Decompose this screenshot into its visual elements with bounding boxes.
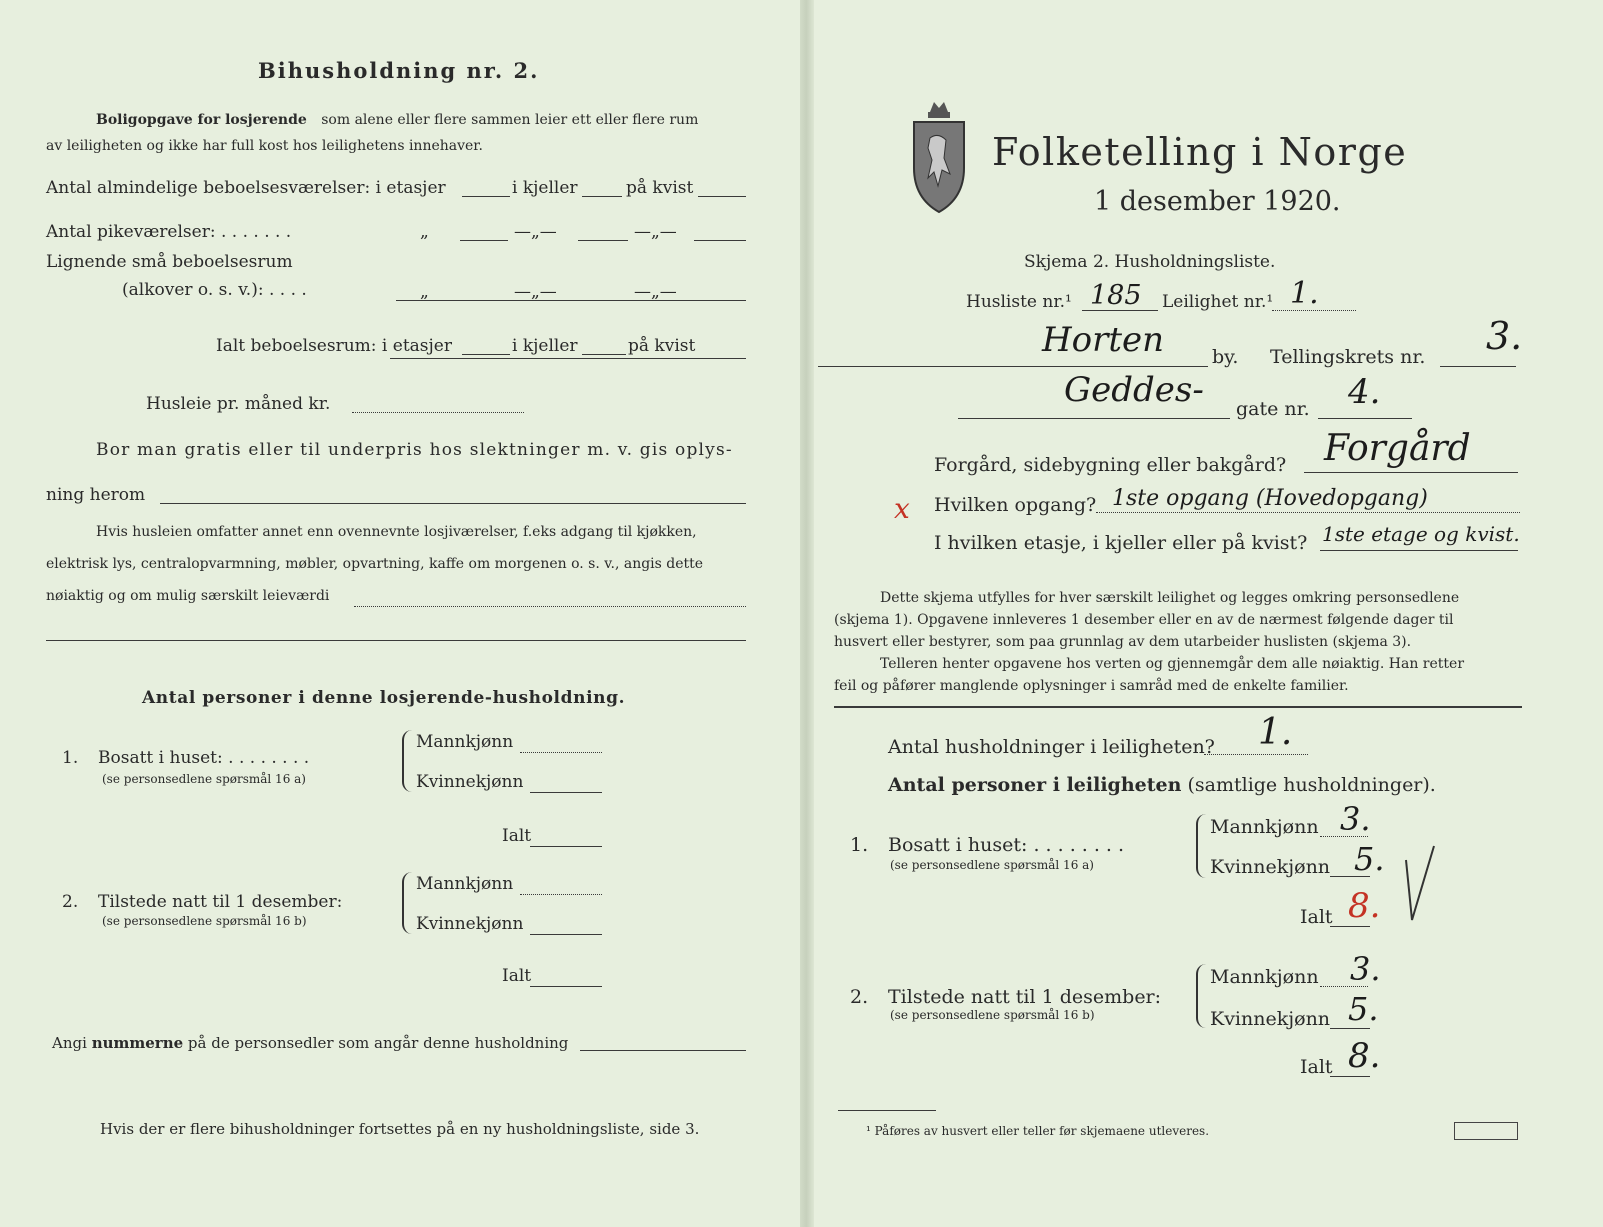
right-q1-ialt-label: Ialt: [1300, 906, 1333, 928]
intro-text: [96, 112, 698, 128]
pike-ditto-2: —„—: [514, 222, 557, 242]
leilighet-value[interactable]: 1.: [1290, 276, 1319, 311]
right-q2-mann-label: Mannkjønn: [1210, 966, 1319, 988]
red-x-mark: x: [894, 492, 910, 525]
instruction-line-1: Dette skjema utfylles for hver særskilt leilighet og legges omkring personsedlene: [880, 590, 1460, 606]
pike-line-2[interactable]: [578, 240, 628, 241]
pike-ditto-1: „: [420, 222, 429, 242]
street-line: [958, 418, 1230, 419]
rooms-etasjer-line[interactable]: [462, 196, 510, 197]
printer-stamp: [1454, 1122, 1518, 1140]
right-persons-bold: Antal personer i leiligheten: [888, 774, 1182, 796]
left-q2-sub: (se personsedlene spørsmål 16 b): [102, 914, 307, 928]
pike-line-3[interactable]: [694, 240, 746, 241]
includes-line-a[interactable]: [354, 606, 746, 607]
etasje-value[interactable]: 1ste etage og kvist.: [1322, 522, 1520, 546]
pike-label: Antal pikeværelser: . . . . . . .: [46, 222, 292, 242]
right-q1-brace: [1196, 814, 1208, 878]
right-page-title: Folketelling i Norge: [992, 130, 1408, 174]
right-q1-mann-label: Mannkjønn: [1210, 816, 1319, 838]
pike-ditto-3: —„—: [634, 222, 677, 242]
right-q1-ialt-value[interactable]: 8.: [1348, 886, 1381, 926]
gate-value[interactable]: 4.: [1348, 372, 1381, 412]
total-kjeller-line[interactable]: [582, 354, 626, 355]
rooms-kjeller-line[interactable]: [582, 196, 622, 197]
right-q1-number: 1.: [850, 834, 869, 856]
free-label-2: ning herom: [46, 485, 146, 505]
free-line[interactable]: [160, 503, 746, 504]
street-value[interactable]: Geddes-: [1064, 370, 1204, 410]
right-q1-kvinne-line: [1330, 876, 1370, 877]
left-persons-heading: Antal personer i denne losjerende-husholdning.: [142, 688, 626, 708]
right-q2-number: 2.: [850, 986, 869, 1008]
opgang-value[interactable]: 1ste opgang (Hovedopgang): [1112, 486, 1428, 511]
right-q2-kvinne-line: [1330, 1028, 1370, 1029]
forgard-line: [1304, 472, 1518, 473]
includes-line-1: Hvis husleien omfatter annet enn ovennevnte losjiværelser, f.eks adgang til kjøkken,: [96, 524, 697, 540]
right-q1-ialt-line: [1330, 926, 1370, 927]
left-q2-kvinne-line[interactable]: [530, 934, 602, 935]
left-q1-ialt-line[interactable]: [530, 846, 602, 847]
city-suffix: by.: [1212, 346, 1239, 368]
total-rooms-label: Ialt beboelsesrum: i etasjer: [216, 336, 452, 356]
left-q1-brace: [402, 730, 414, 792]
footnote: ¹ Påføres av husvert eller teller før skjemaene utleveres.: [866, 1124, 1210, 1138]
forgard-value[interactable]: Forgård: [1324, 428, 1471, 469]
left-q2-brace: [402, 872, 414, 934]
includes-line-2: elektrisk lys, centralopvarmning, møbler, opvartning, kaffe om morgenen o. s. v., angis dette: [46, 556, 704, 572]
check-mark-icon: [1400, 840, 1440, 930]
city-line: [818, 366, 1208, 367]
left-q2-ialt: Ialt: [502, 966, 532, 986]
left-q2-label: Tilstede natt til 1 desember:: [98, 892, 343, 912]
small-rooms-ditto-3: —„—: [634, 282, 677, 302]
page-fold: [800, 0, 814, 1227]
right-q1-sub: (se personsedlene spørsmål 16 a): [890, 858, 1094, 872]
krets-line: [1440, 366, 1516, 367]
right-q1-kvinne-value[interactable]: 5.: [1354, 840, 1385, 878]
total-kjeller-label: i kjeller: [512, 336, 578, 356]
right-q2-ialt-label: Ialt: [1300, 1056, 1333, 1078]
rooms-kjeller-label: i kjeller: [512, 178, 578, 198]
left-q1-mann-line[interactable]: [520, 752, 602, 753]
instruction-line-2: (skjema 1). Opgavene innleveres 1 desember eller en av de nærmest følgende dager til: [834, 612, 1454, 628]
intro-bold: Boligopgave for losjerende: [96, 112, 307, 128]
left-q1-label: Bosatt i huset: . . . . . . . .: [98, 748, 310, 768]
angi-line[interactable]: [580, 1050, 746, 1051]
gate-label: gate nr.: [1236, 398, 1310, 420]
forgard-label: Forgård, sidebygning eller bakgård?: [934, 454, 1287, 476]
husliste-value[interactable]: 185: [1090, 280, 1142, 311]
angi-rest: på de personsedler som angår denne husholdning: [187, 1034, 569, 1052]
right-q2-kvinne-label: Kvinnekjønn: [1210, 1008, 1331, 1030]
husliste-line: [1082, 310, 1158, 311]
norwegian-lion-shield-icon: [908, 98, 970, 218]
total-etasjer-line[interactable]: [462, 354, 510, 355]
etasje-label: I hvilken etasje, i kjeller eller på kvist?: [934, 532, 1308, 554]
includes-line-b[interactable]: [46, 640, 746, 641]
right-q2-kvinne-value[interactable]: 5.: [1348, 990, 1379, 1028]
left-q1-mann: Mannkjønn: [416, 732, 514, 752]
instruction-line-4: Telleren henter opgavene hos verten og gjennemgår dem alle nøiaktig. Han retter: [880, 656, 1465, 672]
includes-line-3: nøiaktig og om mulig særskilt leieværdi: [46, 588, 330, 604]
intro-line2: av leiligheten og ikke har full kost hos leilighetens innehaver.: [46, 138, 483, 154]
rooms-kvist-line[interactable]: [698, 196, 746, 197]
left-q2-number: 2.: [62, 892, 79, 912]
right-q1-mann-line: [1320, 836, 1368, 837]
leilighet-label: Leilighet nr.¹: [1162, 292, 1274, 312]
right-q2-label: Tilstede natt til 1 desember:: [888, 986, 1162, 1008]
leilighet-line: [1272, 310, 1356, 311]
rent-line[interactable]: [352, 412, 524, 413]
schema-label: Skjema 2. Husholdningsliste.: [1024, 252, 1276, 272]
small-rooms-line[interactable]: [396, 300, 746, 301]
right-q1-kvinne-label: Kvinnekjønn: [1210, 856, 1331, 878]
right-q2-mann-line: [1320, 986, 1368, 987]
pike-line-1[interactable]: [460, 240, 508, 241]
small-rooms-label: Lignende små beboelsesrum: [46, 252, 293, 272]
right-q2-ialt-line: [1330, 1076, 1370, 1077]
right-q1-label: Bosatt i huset: . . . . . . . .: [888, 834, 1125, 856]
right-q2-sub: (se personsedlene spørsmål 16 b): [890, 1008, 1095, 1022]
opgang-label: Hvilken opgang?: [934, 494, 1097, 516]
right-q2-ialt-value[interactable]: 8.: [1348, 1036, 1381, 1076]
angi-bold: nummerne: [91, 1034, 184, 1052]
households-line: [1204, 754, 1308, 755]
city-value[interactable]: Horten: [1042, 320, 1165, 360]
left-q2-ialt-line[interactable]: [530, 986, 602, 987]
angi-pre: Angi: [52, 1034, 87, 1052]
left-q1-sub: (se personsedlene spørsmål 16 a): [102, 772, 306, 786]
left-page-title: Bihusholdning nr. 2.: [258, 58, 540, 83]
instruction-line-3: husvert eller bestyrer, som paa grunnlag av dem utarbeider huslisten (skjema 3).: [834, 634, 1412, 650]
free-label: Bor man gratis eller til underpris hos slektninger m. v. gis oplys-: [96, 440, 733, 460]
small-rooms-ditto-1: „: [420, 282, 429, 302]
right-q2-mann-value[interactable]: 3.: [1350, 950, 1381, 988]
gate-line: [1318, 418, 1412, 419]
left-q2-kvinne: Kvinnekjønn: [416, 914, 524, 934]
households-value[interactable]: 1.: [1258, 712, 1293, 753]
left-q2-mann-line[interactable]: [520, 894, 602, 895]
rent-label: Husleie pr. måned kr.: [146, 394, 331, 414]
left-q2-mann: Mannkjønn: [416, 874, 514, 894]
left-q1-kvinne-line[interactable]: [530, 792, 602, 793]
left-q1-ialt: Ialt: [502, 826, 532, 846]
total-rooms-underline: [390, 358, 746, 359]
left-footer: Hvis der er flere bihusholdninger fortsettes på en ny husholdningsliste, side 3.: [100, 1120, 700, 1138]
rooms-kvist-label: på kvist: [626, 178, 694, 198]
left-q1-kvinne: Kvinnekjønn: [416, 772, 524, 792]
opgang-line: [1096, 512, 1520, 513]
intro-rest: som alene eller flere sammen leier ett eller flere rum: [321, 112, 699, 128]
rooms-label: Antal almindelige beboelsesværelser: i etasjer: [46, 178, 446, 198]
total-kvist-label: på kvist: [628, 336, 696, 356]
husliste-label: Husliste nr.¹: [966, 292, 1072, 312]
right-persons-rest: (samtlige husholdninger).: [1187, 774, 1436, 796]
left-q1-number: 1.: [62, 748, 79, 768]
footnote-rule: [838, 1110, 936, 1111]
right-q1-mann-value[interactable]: 3.: [1340, 800, 1371, 838]
households-label: Antal husholdninger i leiligheten?: [888, 736, 1215, 758]
small-rooms-sub: (alkover o. s. v.): . . . .: [122, 280, 307, 300]
small-rooms-ditto-2: —„—: [514, 282, 557, 302]
census-date: 1 desember 1920.: [1094, 186, 1341, 217]
krets-value[interactable]: 3.: [1486, 314, 1523, 358]
instruction-line-5: feil og påfører manglende oplysninger i samråd med de enkelte familier.: [834, 678, 1349, 694]
etasje-line: [1320, 550, 1518, 551]
right-divider: [834, 706, 1522, 708]
right-persons-heading: [888, 774, 1436, 796]
angi-text: [52, 1034, 568, 1052]
krets-label: Tellingskrets nr.: [1270, 346, 1426, 368]
right-q2-brace: [1196, 964, 1208, 1028]
